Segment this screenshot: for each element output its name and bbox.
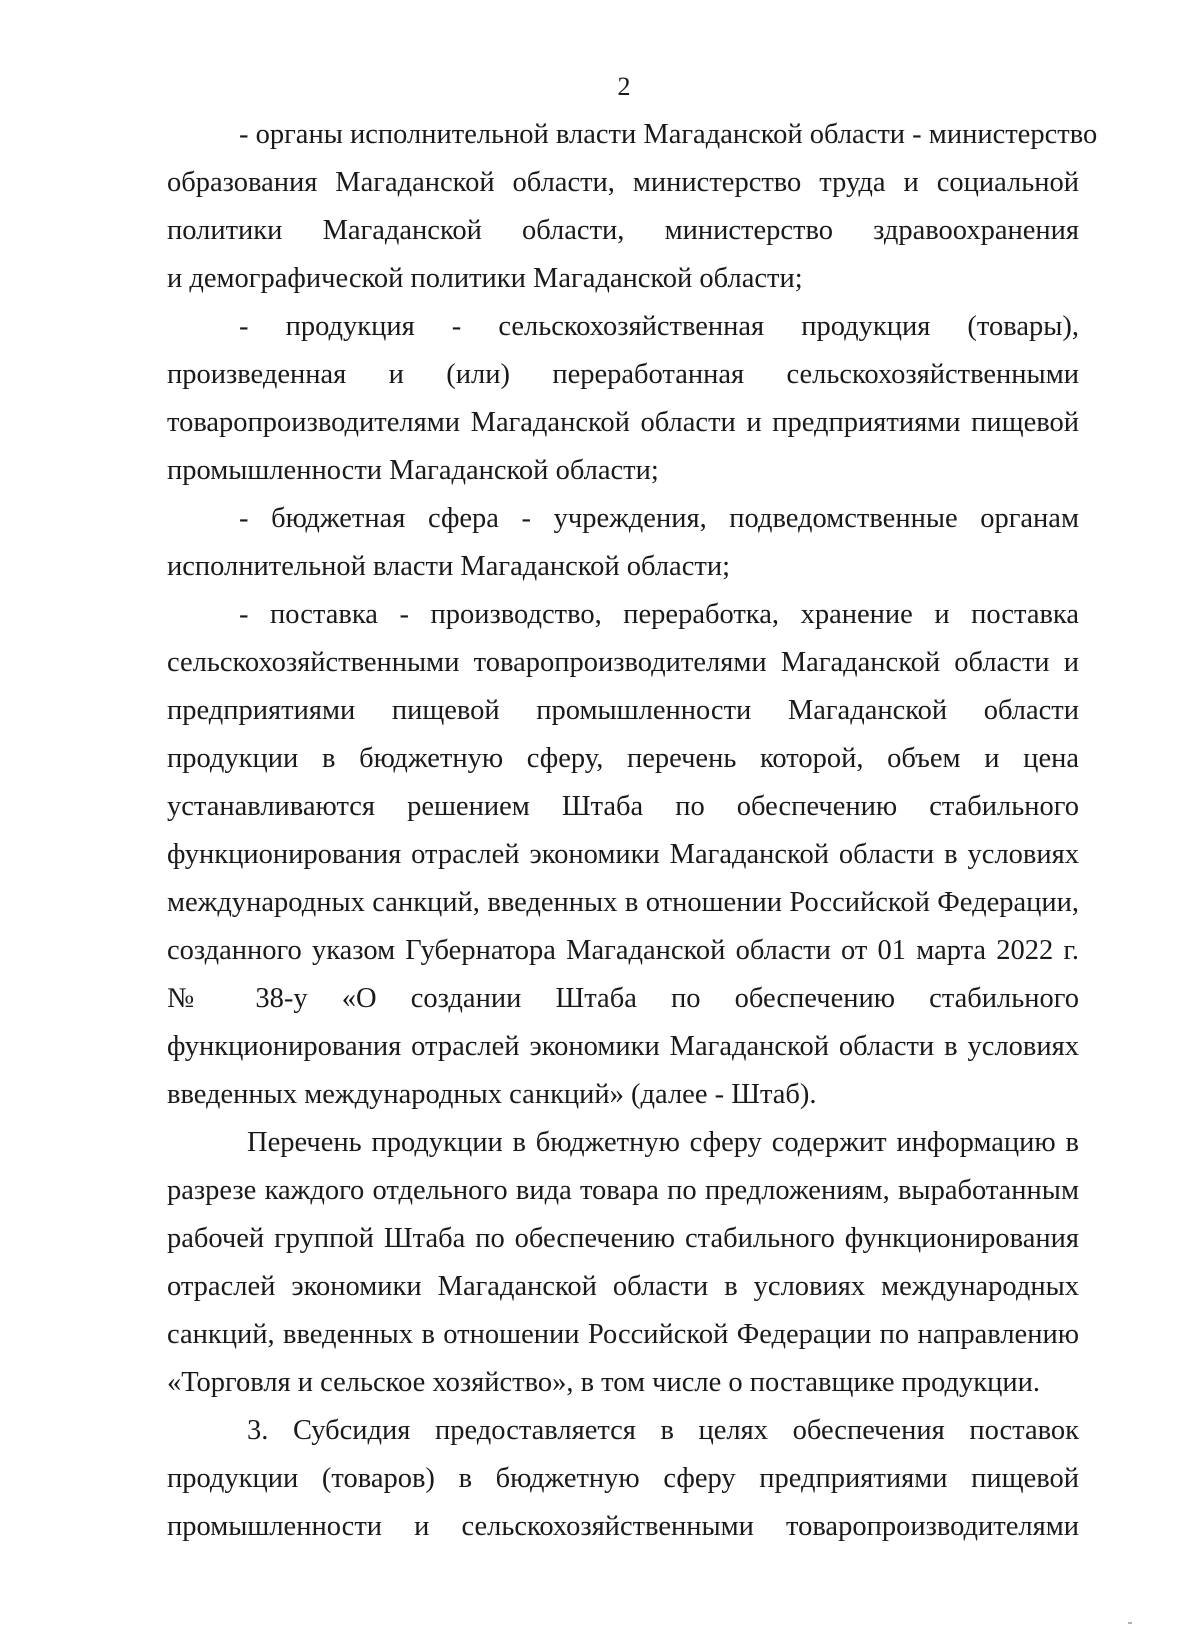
page-number: 2 <box>617 72 631 101</box>
paragraph-definition-supply <box>167 591 1079 1119</box>
paragraph-definition-authorities <box>167 111 1098 303</box>
text-line: сельскохозяйственными товаропроизводителями Магаданской области и <box>167 647 1079 678</box>
text-line: - бюджетная сфера - учреждения, подведомственные органам <box>239 503 1079 534</box>
text-line: функционирования отраслей экономики Магаданской области в условиях <box>167 1031 1079 1062</box>
text-line: товаропроизводителями Магаданской области и предприятиями пищевой <box>167 407 1079 438</box>
text-line: № 38-у «О создании Штаба по обеспечению стабильного <box>167 983 1079 1014</box>
text-line: произведенная и (или) переработанная сельскохозяйственными <box>167 359 1079 390</box>
text-line: устанавливаются решением Штаба по обеспечению стабильного <box>167 791 1079 822</box>
text-line: промышленности Магаданской области; <box>167 455 659 486</box>
text-line: функционирования отраслей экономики Магаданской области в условиях <box>167 839 1079 870</box>
text-line: рабочей группой Штаба по обеспечению стабильного функционирования <box>167 1223 1079 1254</box>
document-body <box>167 111 1098 1551</box>
text-line: «Торговля и сельское хозяйство», в том числе о поставщике продукции. <box>167 1367 1041 1398</box>
text-line: введенных международных санкций» (далее - Штаб). <box>167 1079 817 1110</box>
text-line: - поставка - производство, переработка, хранение и поставка <box>239 599 1079 630</box>
text-line: Перечень продукции в бюджетную сферу содержит информацию в <box>247 1127 1079 1158</box>
text-line: и демографической политики Магаданской области; <box>167 263 803 294</box>
paragraph-subsidy-purpose <box>167 1407 1079 1551</box>
text-line: - органы исполнительной власти Магаданской области - министерство <box>239 119 1098 150</box>
text-line: политики Магаданской области, министерство здравоохранения <box>167 215 1079 246</box>
text-line: международных санкций, введенных в отношении Российской Федерации, <box>167 887 1079 918</box>
text-line: созданного указом Губернатора Магаданской области от 01 марта 2022 г. <box>167 935 1079 966</box>
text-line: продукции (товаров) в бюджетную сферу предприятиями пищевой <box>167 1463 1079 1494</box>
text-line: предприятиями пищевой промышленности Магаданской области <box>167 695 1079 726</box>
text-line: - продукция - сельскохозяйственная продукция (товары), <box>239 311 1079 342</box>
text-line: промышленности и сельскохозяйственными товаропроизводителями <box>167 1511 1079 1542</box>
text-line: продукции в бюджетную сферу, перечень которой, объем и цена <box>167 743 1079 774</box>
scan-speck <box>1128 1622 1132 1624</box>
paragraph-definition-budget-sphere <box>167 495 1079 591</box>
text-line: отраслей экономики Магаданской области в условиях международных <box>167 1271 1079 1302</box>
text-line: санкций, введенных в отношении Российской Федерации по направлению <box>167 1319 1079 1350</box>
paragraph-product-list <box>167 1119 1079 1407</box>
paragraph-definition-products <box>167 303 1079 495</box>
text-line: образования Магаданской области, министерство труда и социальной <box>167 167 1079 198</box>
text-line: 3. Субсидия предоставляется в целях обеспечения поставок <box>247 1415 1079 1446</box>
text-line: исполнительной власти Магаданской области; <box>167 551 730 582</box>
text-line: разрезе каждого отдельного вида товара по предложениям, выработанным <box>167 1175 1079 1206</box>
